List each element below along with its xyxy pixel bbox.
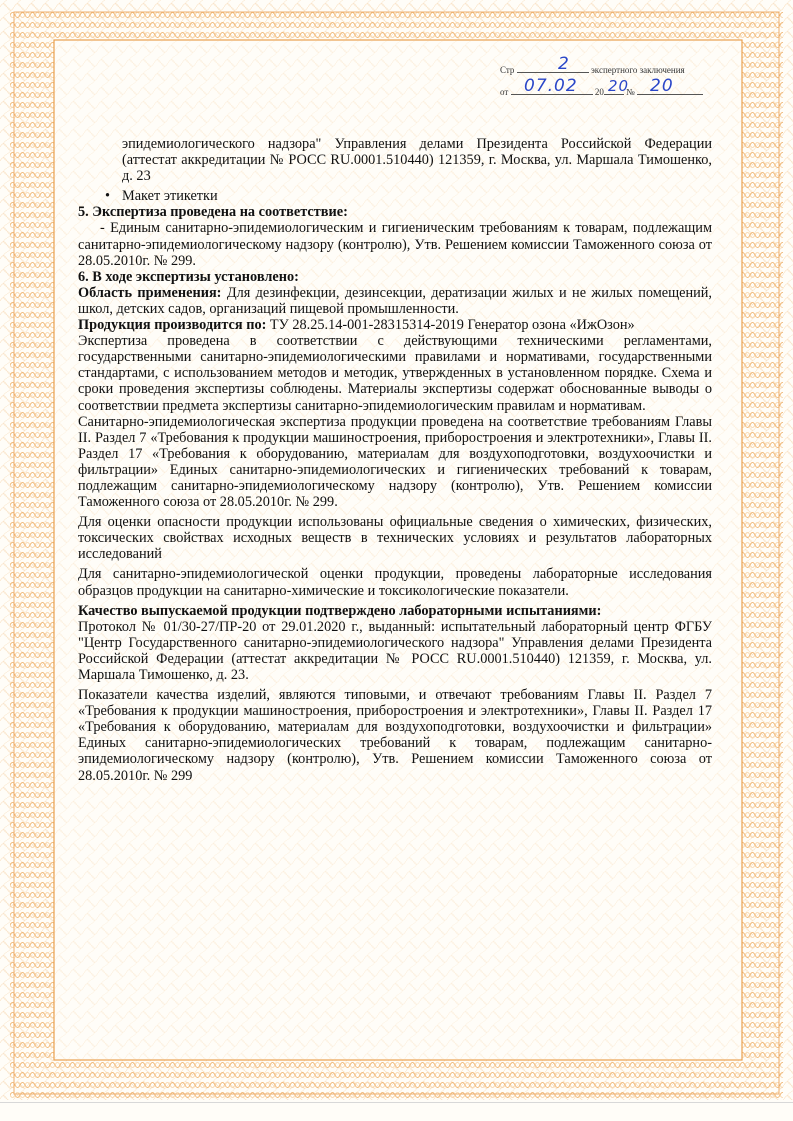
bullet-text: Макет этикетки <box>122 188 218 205</box>
year-handwritten: 20 <box>608 77 630 95</box>
bullet-dot: • <box>105 188 111 205</box>
from-label: от <box>500 87 509 97</box>
produced-text: ТУ 28.25.14-001-28315314-2019 Генератор озона «ИжОзон» <box>266 317 635 334</box>
scan-edge-line <box>0 1102 793 1103</box>
date-handwritten: 07.02 <box>524 76 578 96</box>
scope-text: Для дезинфекции, дезинсекции, дератизации жилых и не жилых помещений, школ, детских садов, организаций пищевой промышленности. <box>78 284 712 317</box>
section-5-text: - Единым санитарно-эпидемиологическим и гигиеническим требованиям к товарам, подлежащим санитарно-эпидемиологическому надзору (контролю), Утв. Решением комиссии Таможенного союза от 28.05.2010г. № 299. <box>78 220 712 269</box>
paragraph-lab: Для санитарно-эпидемиологической оценки продукции, проведены лабораторные исследования образцов продукции на санитарно-химические и токсикологические показатели. <box>78 566 712 599</box>
header-date-row <box>500 76 720 104</box>
produced-label: Продукция производится по: <box>78 317 267 334</box>
scope-label: Область применения: <box>78 284 222 301</box>
paragraph-quality: Показатели качества изделий, являются типовыми, и отвечают требованиям Главы II. Раздел 7 «Требования к продукции машиностроения, приборостроения и электротехники», Главы II. Раздел 17 «Требования к оборудованию, материалам для воздухоподготовки, воздухоочистки и фильтрации» Единых санитарно-эпидемиологических требований к товарам, подлежащим санитарно-эпидемиологическому надзору (контролю), Утв. Решением комиссии Таможенного союза от 28.05.2010г. № 299 <box>78 687 712 784</box>
page-number-line <box>517 60 589 73</box>
page-number-handwritten: 2 <box>558 54 570 74</box>
continuation-text: эпидемиологического надзора" Управления делами Президента Российской Федерации (аттестат аккредитации № РОСС RU.0001.510440) 121359, г. Москва, ул. Маршала Тимошенко, д. 23 <box>122 136 712 185</box>
conclusion-label: экспертного заключения <box>590 65 685 75</box>
page-label: Стр <box>500 65 515 75</box>
year-prefix: 20 <box>594 87 604 97</box>
paragraph-expertise: Экспертиза проведена в соответствии с действующими техническими регламентами, государственными санитарно-эпидемиологическими правилами и нормативами, государственными стандартами, с использованием методов и методик, утвержденных в установленном порядке. Схема и сроки проведения экспертизы соблюдены. Материалы экспертизы содержат обоснованные выводы о соответствии предмета экспертизы санитарно-эпидемиологическим правилам и нормативам. <box>78 333 712 414</box>
section-5-heading: 5. Экспертиза проведена на соответствие: <box>78 204 348 221</box>
paragraph-hazard: Для оценки опасности продукции использованы официальные сведения о химических, физических, токсических свойствах исходных веществ в технических условиях и результатов лабораторных исследований <box>78 514 712 563</box>
section-6-heading: 6. В ходе экспертизы установлено: <box>78 268 299 285</box>
paragraph-protocol: Протокол № 01/30-27/ПР-20 от 29.01.2020 г., выданный: испытательный лабораторный центр ФГБУ "Центр Государственного санитарно-эпидемиологического надзора" Управления делами Президента Российской Федерации (аттестат аккредитации № РОСС RU.0001.510440) 121359, г. Москва, ул. Маршала Тимошенко, д. 23. <box>78 618 712 683</box>
quality-heading: Качество выпускаемой продукции подтверждено лабораторными испытаниями: <box>78 602 602 619</box>
number-handwritten: 20 <box>650 76 674 96</box>
produced-paragraph <box>78 317 712 333</box>
page-header <box>500 54 720 104</box>
number-label: № <box>626 87 635 97</box>
bullet-item <box>78 188 712 204</box>
paragraph-requirements: Санитарно-эпидемиологическая экспертиза продукции проведена на соответствие требованиям Главы II. Раздел 7 «Требования к продукции машиностроения, приборостроения и электротехники», Главы II. Раздел 17 «Требования к оборудованию, материалам для воздухоподготовки, воздухоочистки и фильтрации» Единых санитарно-эпидемиологических и гигиенических требований к товарам, подлежащим санитарно-эпидемиологическому надзору (контролю), Утв. Решением комиссии Таможенного союза от 28.05.2010г. № 299. <box>78 413 712 511</box>
document-body <box>78 136 712 784</box>
scope-paragraph <box>78 285 712 317</box>
